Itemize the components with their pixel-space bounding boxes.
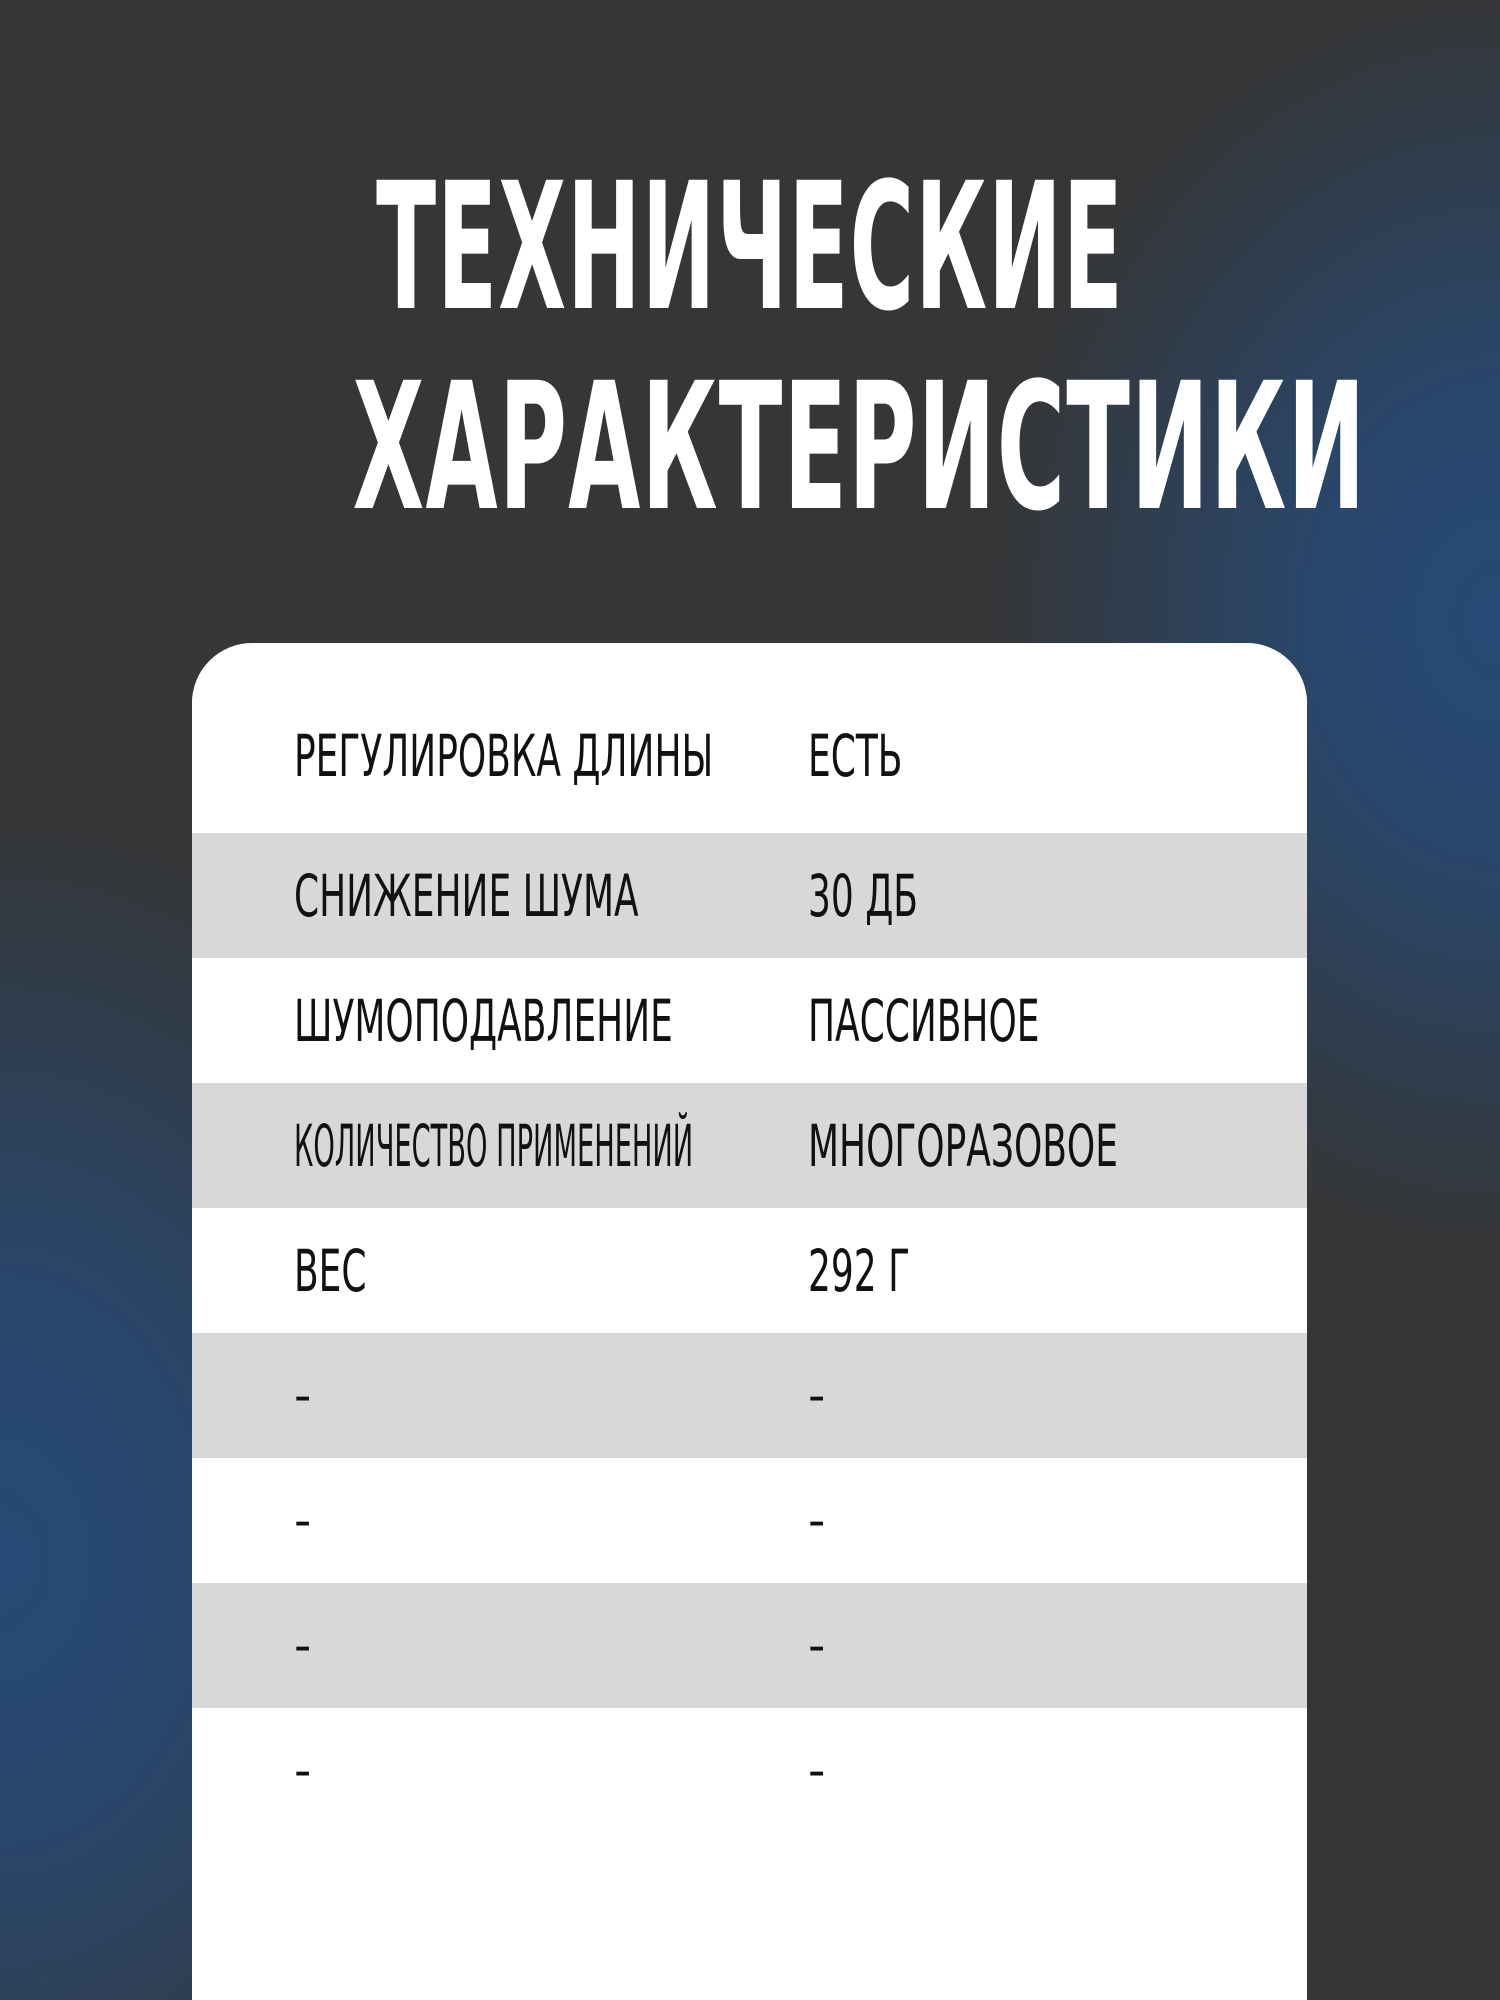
- spec-label: ВЕС: [294, 1236, 367, 1305]
- spec-label: КОЛИЧЕСТВО ПРИМЕНЕНИЙ: [294, 1111, 694, 1180]
- spec-table-card: [192, 643, 1307, 2000]
- spec-row-empty: [192, 1333, 1307, 1458]
- spec-value: ПАССИВНОЕ: [808, 986, 1040, 1055]
- spec-row-empty: [192, 1458, 1307, 1583]
- spec-value: -: [808, 1742, 826, 1799]
- spec-row-weight: [192, 1208, 1307, 1333]
- spec-value: 292 Г: [808, 1236, 910, 1305]
- spec-value: -: [808, 1367, 826, 1424]
- spec-label: -: [294, 1492, 312, 1549]
- spec-value: ЕСТЬ: [808, 721, 903, 790]
- spec-label: -: [294, 1742, 312, 1799]
- spec-row-length-adjustment: [192, 693, 1307, 818]
- spec-row-empty: [192, 1583, 1307, 1708]
- spec-row-empty: [192, 1708, 1307, 1833]
- spec-row-usage-count: [192, 1083, 1307, 1208]
- spec-label: -: [294, 1367, 312, 1424]
- spec-label: ШУМОПОДАВЛЕНИЕ: [294, 986, 673, 1055]
- page-title-line-2: ХАРАКТЕРИСТИКИ: [352, 345, 1367, 550]
- spec-value: -: [808, 1492, 826, 1549]
- spec-label: РЕГУЛИРОВКА ДЛИНЫ: [294, 721, 714, 790]
- page-title-line-1: ТЕХНИЧЕСКИЕ: [376, 145, 1124, 350]
- spec-row-noise-reduction: [192, 833, 1307, 958]
- spec-value: -: [808, 1617, 826, 1674]
- spec-label: -: [294, 1617, 312, 1674]
- spec-row-noise-cancelling: [192, 958, 1307, 1083]
- spec-value: МНОГОРАЗОВОЕ: [808, 1111, 1118, 1180]
- spec-value: 30 ДБ: [808, 861, 918, 930]
- spec-label: СНИЖЕНИЕ ШУМА: [294, 861, 639, 930]
